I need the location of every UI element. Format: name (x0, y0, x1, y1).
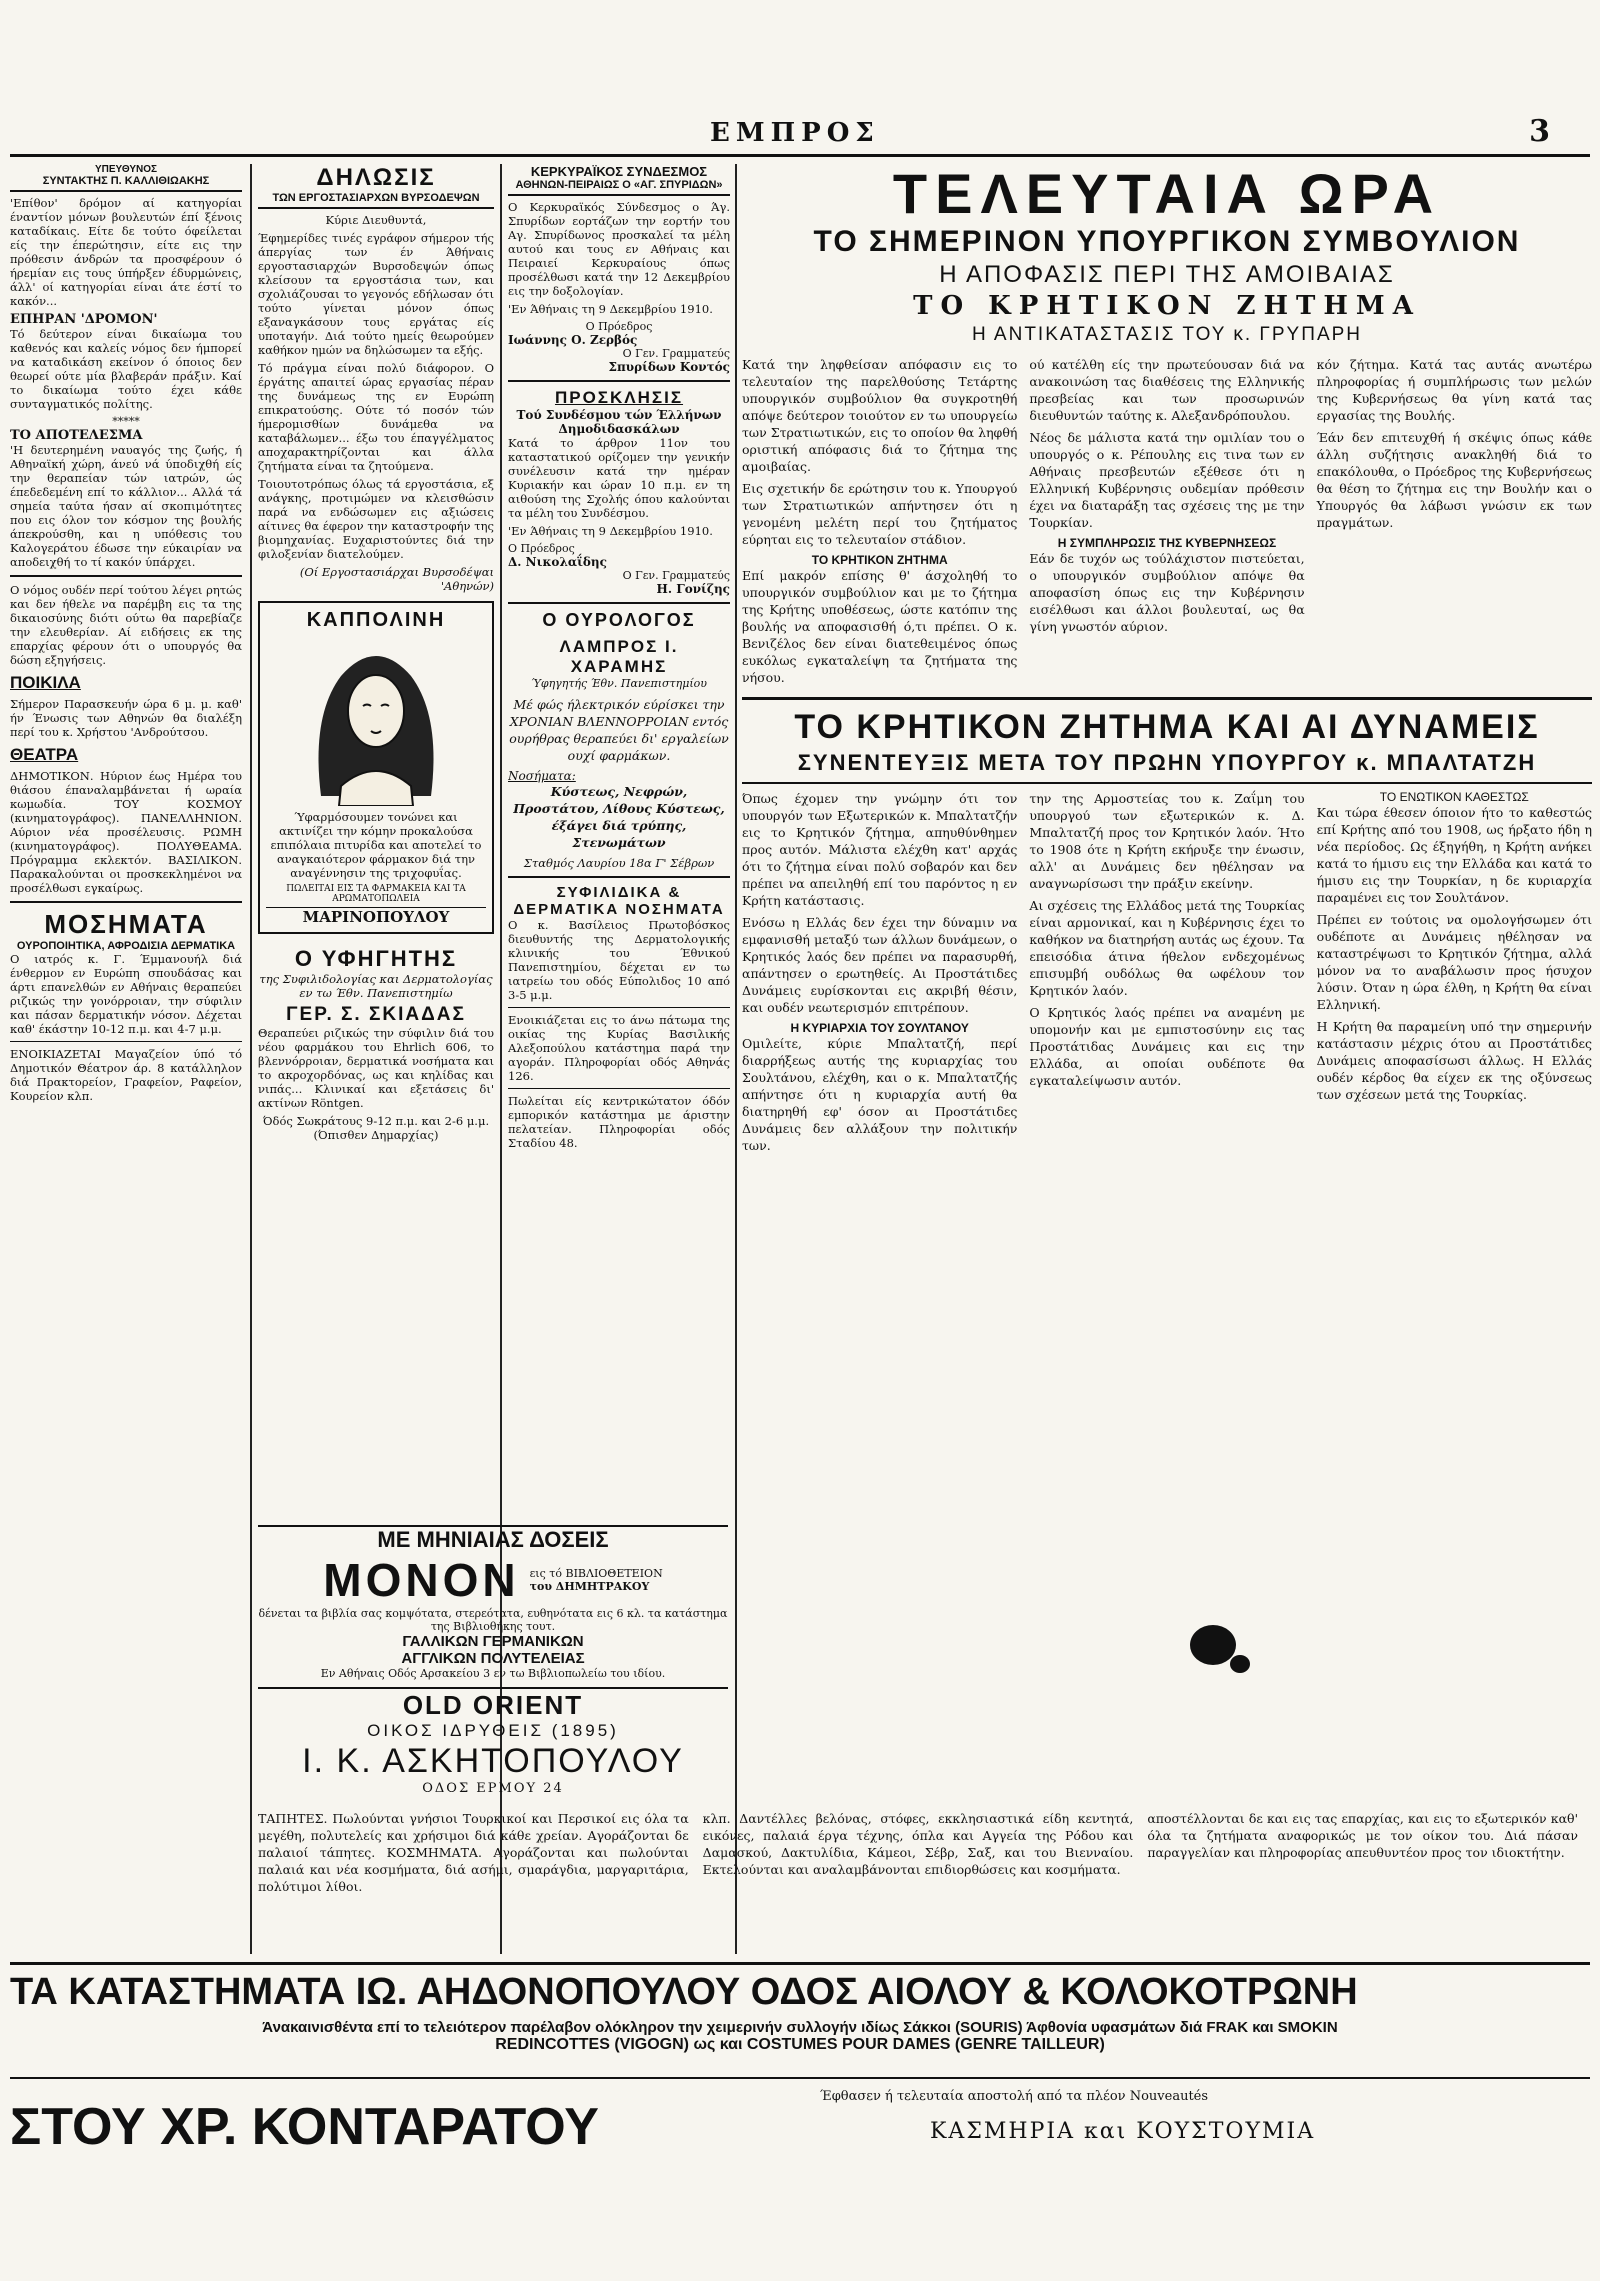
headline-main: ΤΕΛΕΥΤΑΙΑ ΩΡΑ (892, 164, 1442, 225)
subheading: ΤΟ ΑΠΟΤΕΛΕΣΜΑ (10, 428, 143, 443)
ad-text: Θεραπεύει ριζικώς την σύφιλιν διά του νέου φαρμάκου του Ehrlich 606, το βλεννόρροιαν, δερματικά νοσήματα και το ακροχορδόνας, ως και κηλίδας και νιπάς... Κλινικαί και εξετάσεις δι' ακτίνων Röntgen. (258, 1026, 494, 1110)
signatory: Ιωάννης Ο. Ζερβός (508, 333, 638, 347)
article-text: ού κατέλθη είς την πρωτεύουσαν διά να ανακοινώση τας διαθέσεις της Ελληνικής πρεσβείας και των προσωρινών διευθυντών ταύτης κ. Αλεξανδρόπουλου. (1029, 357, 1305, 423)
column-rule (735, 164, 737, 1954)
ad-big-line: ΣΤΟΥ ΧΡ. ΚΟΝΤΑΡΑΤΟΥ (10, 2098, 599, 2156)
notice-title: ΔΗΛΩΣΙΣ (316, 164, 436, 191)
column-1 (10, 164, 242, 1964)
doctor-name: ΓΕΡ. Σ. ΣΚΙΑΔΑΣ (286, 1004, 466, 1025)
article-text: Τό δεύτερον είναι δικαίωμα του καθενός και καλείς νόμος δεν ήμπορεί να καταδικάση εκείνον ό όποιος δεν θεωρεί ούτε μία βλαβεράν πράξιν. Καί το δικαίωμα τούτο έχει κάθε συνταγματικός πολίτης. (10, 327, 242, 411)
date: 'Εν Άθήναις τη 9 Δεκεμβρίου 1910. (508, 302, 713, 316)
headline-sub: Η ΑΝΤΙΚΑΤΑΣΤΑΣΙΣ ΤΟΥ κ. ΓΡΥΠΑΡΗ (971, 324, 1363, 345)
ad-line: REDINCOTTES (VIGOGN) ως και COSTUMES POUR DAMES (GENRE TAILLEUR) (495, 2036, 1105, 2053)
article-text: Έφημερίδες τινές εγράφον σήμερον τής άπεργίας των έν Άθήναις εργοστασιαρχών Βυρσοδεψών όπως κλείσουν τα εργοστάσια των, και σχολιάζουσαι το γεγονός εδήλωσαν ότι τούτο γίνεται μόνον όπως εξαναγκάσουν τους εργάτας είς υποταγήν. Διά τούτο ημείς θεωρούμεν καθήκον ημών να δηλώσωμεν τα εξής. (258, 231, 494, 357)
ad-subtitle: ΟΥΡΟΠΟΙΗΤΙΚΑ, ΑΦΡΟΔΙΣΙΑ ΔΕΡΜΑΤΙΚΑ (16, 940, 236, 952)
ad-side-line: εις τό ΒΙΒΛΙΟΘΕΤΕΙΟΝ (529, 1567, 663, 1580)
signatory: Η. Γονίζης (656, 582, 730, 596)
divider (10, 575, 242, 577)
article-text: 'Επίθον' δρόμον αί κατηγορίαι έναντίον μόνων βουλευτών έπί ξένοις καταδίκαις. Είτε δε τούτο όφείλεται είς την έπερώτησιν, είτε εις την πρόθεσιν άνδρών τα προσφέρουν ό ήρεμίαν εις τους ύπήρξεν έδυρμώνεις, άλλ' οί κατηγορίαι είναι άτε έστί το κακόν... (10, 196, 242, 308)
signatory: Δ. Νικολαΐδης (508, 555, 607, 569)
divider (508, 876, 730, 878)
ad-title: OLD ORIENT (402, 1690, 584, 1720)
article-text: Εάν δε τυχόν ως τούλάχιστον πιστεύεται, ο υπουργικόν συμβούλιον απόψε θα αποφασίση όπως εις την Κυβέρνησιν εισέλθωσι και άλλοι βουλευταί, ως θα γίνη γνωστόν αύριον. (1029, 551, 1305, 634)
ad-desc: δένεται τα βιβλία σας κομψότατα, στερεότατα, ευθηνότατα εις 6 κλ. τα κατάστημα της Βιβλιοθήκης τουτ. (258, 1607, 728, 1633)
news-column (742, 790, 1017, 1159)
poikila-text: Σήμερον Παρασκευήν ώρα 6 μ. μ. καθ' ήν Ένωσις των Αθηνών θα διαλέξη περί του κ. Χρήστου 'Ανδρούτσου. (10, 697, 242, 739)
andonopoulou-ad (10, 1962, 1590, 2079)
ad-title: ΣΥΦΙΛΙΔΙΚΑ & ΔΕΡΜΑΤΙΚΑ ΝΟΣΗΜΑΤΑ (513, 884, 725, 918)
divider (508, 1088, 730, 1089)
ad-row (258, 1553, 728, 1607)
ad-line: ΓΑΛΛΙΚΩΝ ΓΕΡΜΑΝΙΚΩΝ (402, 1633, 584, 1650)
ad-seller: ΜΑΡΙΝΟΠΟΥΛΟΥ (266, 907, 486, 926)
news-column (1317, 356, 1592, 691)
ad-list: Κύστεως, Νεφρών, Προστάτου, Λίθους Κύστεως, έξάγει διά τρύπης, Στενωμάτων (513, 784, 725, 850)
ad-text: Ενοικιάζεται εις το άνω πάτωμα της οικίας της Κυρίας Βασιλικής Αλεξοπούλου κατάστημα παρά την αγοράν. Πληροφορίαι οδός Αθηνάς 126. (508, 1013, 730, 1083)
ad-line: Ύφηγητής Έθν. Πανεπιστημίου (531, 677, 707, 690)
headline-sub: ΤΟ ΣΗΜΕΡΙΝΟΝ ΥΠΟΥΡΓΙΚΟΝ ΣΥΜΒΟΥΛΙΟΝ (813, 225, 1521, 258)
subheading: Η ΚΥΡΙΑΡΧΙΑ ΤΟΥ ΣΟΥΛΤΑΝΟΥ (790, 1021, 969, 1035)
ad-title: Ο ΥΦΗΓΗΤΗΣ (294, 946, 458, 971)
article-text: Και τώρα έθεσεν όποιον ήτο το καθεστώς επί Κρήτης από του 1908, ως ήρξατο ήδη η νέα περίοδος. Ως έξηγήθη, η Κρήτη ανήκει κατά το ήμισυ εις την Ελλάδα και κατά το ήμισυ εις την Τουρκίαν, η δε κυριαρχία παραμένει εις τον Σουλτάνον. (1316, 805, 1592, 905)
ad-big-word: ΜΟΝΟΝ (323, 1554, 520, 1606)
theatra-text: ΔΗΜΟΤΙΚΟΝ. Ηύριον έως Ημέρα του θιάσου έπαναλαμβάνεται ή ωραία κωμωδία. ΤΟΥ ΚΟΣΜΟΥ (κινηματογράφος). ΠΑΝΕΛΛΗΝΙΟΝ. Αύριον νέα προσέλευσις. ΡΩΜΗ (κινηματογράφος). ΠΟΛΥΘΕΑΜΑ. Πρόγραμμα εκλεκτόν. ΒΑΣΙΛΙΚΟΝ. Παρακαλούνται οι προσκεκλημένοι να προσέλθωσι εγκαίρως. (10, 769, 242, 895)
subheading: ΤΟ ΚΡΗΤΙΚΟΝ ΖΗΤΗΜΑ (811, 553, 948, 567)
ad-brand: ΚΑΠΠΟΛΙΝΗ (306, 609, 446, 631)
masthead (10, 114, 1590, 157)
greeting: Κύριε Διευθυντά, (325, 213, 427, 227)
ad-line: ΑΓΓΛΙΚΩΝ ΠΟΛΥΤΕΛΕΙΑΣ (401, 1650, 585, 1667)
column-3 (508, 164, 730, 1514)
article-text: Ο νόμος ουδέν περί τούτου λέγει ρητώς και δεν ήθελε να παρέμβη εις τα της δικαιοσύνης διότι ούτω θα παρεβίαζε την ελευθερίαν. Αί ειδήσεις εκ της επαρχίας φέρουν ότι ο υπουργός θα δώση εξηγήσεις. (10, 583, 242, 667)
column-rule (250, 164, 252, 1954)
ad-address: Όδός Σωκράτους 9-12 π.μ. και 2-6 μ.μ. (Όπισθεν Δημαρχίας) (262, 1114, 490, 1142)
separator: ***** (112, 415, 140, 428)
news-column (1029, 356, 1304, 691)
headline-crete: ΤΟ ΚΡΗΤΙΚΟΝ ΖΗΤΗΜΑ ΚΑΙ ΑΙ ΔΥΝΑΜΕΙΣ (794, 708, 1540, 746)
article-text: Αι σχέσεις της Ελλάδος μετά της Τουρκίας είναι αρμονικαί, και η Κυβέρνησις έχει το καθήκον να διατηρήση αυτάς ως έχουν. Τα επεισόδια άτινα ήθελον ενδεχομένως επισυμβή ουδόλως θα ωφέλουν τον Κρητικόν λαόν. (1029, 898, 1305, 998)
article-text: Ο Κρητικός λαός πρέπει να αναμένη με υπομονήν και με εμπιστοσύνην εις τας Προστάτιδας Δυνάμεις και εις την Ελλάδα, αι οποίαι ουδέποτε θα εγκαταλείψωσιν αυτόν. (1029, 1005, 1305, 1088)
headline-interview: ΣΥΝΕΝΤΕΥΞΙΣ ΜΕΤΑ ΤΟΥ ΠΡΩΗΝ ΥΠΟΥΡΓΟΥ κ. ΜΠΑΛΤΑΤΖΗ (742, 748, 1592, 784)
article-text: Εις σχετικήν δε ερώτησιν του κ. Υπουργού των Στρατιωτικών απήντησεν ότι η γενομένη μελέτη περί του ζητήματος εύρηται εις το τελευταίον στάδιον. (742, 481, 1018, 547)
article-text: Ενόσω η Ελλάς δεν έχει την δύναμιν να εμφανισθή μεταξύ των άλλων δυνάμεων, ο Κρητικός λαός δεν πρέπει να παρασυρθή, απάντησεν ο ερωτηθείς. Αι Προστάτιδες Δυνάμεις ευρίσκονται εις ακριβή θέσιν, και ουδέν νεωτερισμόν επιτρέπουν. (742, 915, 1018, 1015)
article-text: 'Η δευτερημένη ναυαγός της ζωής, ή Αθηναϊκή χώρη, άνεύ νά ύποδιχθή είς την θεραπείαν τών ιατρών, ώς έπεδεδεμένη επί το κάλλιον... Αλλά τά σημεία ταύτα ήσαν αί σκοπιμότητες που εις όλον τον κόσμον της βουλής άπεκρούσθη, και η υπόθεσις του Καλογεράτου έδωσε την εύκαιρίαν να αποδειχθή το τί κακόν ύπάρχει. (10, 443, 242, 569)
kontaratou-ad (10, 2085, 1590, 2175)
news-column (742, 356, 1017, 691)
article-text: Όπως έχομεν την γνώμην ότι τον υπουργόν των Εξωτερικών κ. Μπαλτατζήν εις το Κρητικόν ζήτημα, απηυθύνθημεν προς αυτόν. Μάλιστα ελέχθη κατ' αρχάς ότι το ζήτημα είναι πολύ σοβαρόν και δεν πρέπει να απειληθή επί του παρόντος η εν Κρήτη κατάστασις. (742, 791, 1018, 908)
editor-header-line2: ΣΥΝΤΑΚΤΗΣ Π. ΚΑΛΛΙΘΙΩΑΚΗΣ (10, 175, 242, 192)
role: Ο Γεν. Γραμματεύς (622, 347, 730, 360)
woman-portrait-illustration (301, 636, 451, 806)
page-number: 3 (1529, 114, 1550, 149)
signatory: Σπυρίδων Κοντός (608, 360, 730, 374)
ad-line: Έφθασεν ή τελευταία αποστολή από τα πλέον Nouveautés (820, 2089, 1209, 2104)
signature: (Οί Εργοστασιάρχαι Βυρσοδέψαι 'Αθηνών) (299, 565, 494, 593)
ad-subtitle: ΟΙΚΟΣ ΙΔΡΥΘΕΙΣ (1895) (367, 1721, 619, 1740)
notice-title: ΚΕΡΚΥΡΑΪΚΟΣ ΣΥΝΔΕΣΜΟΣ (530, 164, 708, 179)
ad-side (530, 1567, 663, 1593)
ad-line: ΚΑΣΜΗΡΙΑ και ΚΟΥΣΤΟΥΜΙΑ (930, 2119, 1316, 2144)
article-text: Τοιουτοτρόπως όλως τά εργοστάσια, εξ ανάγκης, προτιμώμεν να κλεισθώσιν παρά να ενδώσωμεν εις αξιώσεις αίτινες θα έφερον την καταστροφήν της βιομηχανίας. Ευχαριστούντες διά την φιλοξενίαν διατελούμεν. (258, 477, 494, 561)
ad-text: αποστέλλονται δε και εις τας επαρχίας, και εις το εξωτερικόν καθ' όλα τα ζητήματα αναφορικώς με τον οίκον του. Διά πάσαν παραγγελίαν και πληροφορίας απευθυντέον προς τον ιδιοκτήτην. (1147, 1811, 1578, 1860)
article-text: Ομιλείτε, κύριε Μπαλτατζή, περί διαρρήξεως αυτής της κυριαρχίας του Σουλτάνου, ελέχθη, και ο κ. Μπαλτατζής απήντησε ότι η κυριαρχία αυτή θα διατηρηθή εφ' όσον αι Προστάτιδες Δυνάμεις δεν αλλάξουν την πολιτικήν των. (742, 1036, 1018, 1153)
role: Ο Γεν. Γραμματεύς (622, 569, 730, 582)
article-text: την της Αρμοστείας του κ. Ζαΐμη του υπουργού των εξωτερικών κ. Δ. Μπαλτατζή προς τον Κρητικόν λαόν. Ήτο το 1908 ότε η Κρήτη εκήρυξε την ένωσιν, αλλ' αι Δυνάμεις δεν ηθέλησαν να αναγνωρίσωσι την πράξιν εκείνην. (1029, 791, 1305, 891)
divider (508, 1007, 730, 1008)
article-text: Ο Κερκυραϊκός Σύνδεσμος ο Άγ. Σπυρίδων εορτάζων την εορτήν του Αγ. Σπυρίδωνος προσκαλεί τα μέλη αυτού και τους εν Αθήναις και Πειραιεί Κερκυραίους όπως προσέλθωσι κατά την 12 Δεκεμβρίου εις την δοξολογίαν. (508, 200, 730, 298)
ad-extra: ΠΩΛΕΙΤΑΙ ΕΙΣ ΤΑ ΦΑΡΜΑΚΕΙΑ ΚΑΙ ΤΑ ΑΡΩΜΑΤΟΠΩΛΕΙΑ (286, 884, 466, 904)
ad-line: Άνακαινισθέντα επί το τελειότερον παρέλαβον ολόκληρον την χειμερινήν συλλογήν ιδίως Σάκκοι (SOURIS) Άφθονία υφασμάτων διά FRAK και SMOKIN (262, 2019, 1338, 2036)
ad-list-heading: Νοσήματα: (508, 769, 576, 783)
ink-blot (1190, 1625, 1236, 1665)
divider (742, 697, 1592, 700)
article-text: Νέος δε μάλιστα κατά την ομιλίαν του ο υπουργός ο κ. Ρέπουλης εις τινα των εν Αθήναις πρεσβευτών εξέθεσε ότι η Ελληνική Κυβέρνησις ουδεμίαν πρόθεσιν έχει να διαταράξη τας σχέσεις της με την Τουρκίαν. (1029, 430, 1305, 530)
ad-text: ΤΑΠΗΤΕΣ. Πωλούνται γνήσιοι Τουρκικοί και Περσικοί εις όλα τα μεγέθη, πολυτελείς και χρήσιμοι διά κάθε χρείαν. Αγοράζονται δε παλαιοί τάπητες. ΚΟΣΜΗΜΑΤΑ. Αγοράζονται και πωλούνται παλαιά και νέα κοσμήματα, διά ασήμι, σμαράγδια, μαργαριτάρια, πολύτιμοι λίθοι. (258, 1811, 689, 1894)
editor-header-line1: ΥΠΕΥΘΥΝΟΣ (94, 164, 158, 175)
article-text: Η Κρήτη θα παραμείνη υπό την σημερινήν κατάστασιν μέχρις ότου αι Προστάτιδες Δυνάμεις αποφασίσωσι άλλως. Η Ελλάς ουδέν κέρδος θα είχεν εκ της οξύνσεως των σχέσεων μετά της Τουρκίας. (1316, 1019, 1592, 1102)
article-text: κόν ζήτημα. Κατά τας αυτάς ανωτέρω πληροφορίας ή συμπλήρωσις των μελών της Κυβερνήσεως θα γίνη κατά τας εργασίας της Βουλής. (1316, 357, 1592, 423)
divider (10, 1041, 242, 1042)
role: Ο Πρόεδρος (508, 542, 575, 555)
ad-side-line: του ΔΗΜΗΤΡΑΚΟΥ (529, 1580, 650, 1593)
section-theatra-title: ΘΕΑΤΡΑ (10, 745, 79, 764)
news-columns (742, 356, 1592, 691)
ad-text: Ύφαρμόσουμεν τονώνει και ακτινίζει την κόμην προκαλούσα επιπόλαια πιτυρίδα και αποτελεί το αναγκαιότερον φάρμακον διά την αναγέννησιν της τριχοφυΐας. (270, 810, 482, 880)
news-section (742, 164, 1592, 1524)
ad-text: Ο κ. Βασίλειος Πρωτοβόσκος διευθυντής της Δερματολογικής κλινικής του Έθνικού Πανεπιστημίου, δέχεται εν τω ιατρείω του οδός Εύπολιδος 10 από 3-5 μ.μ. (508, 918, 730, 1002)
notice-subtitle: Τού Συνδέσμου τών Έλλήνων Δημοδιδασκάλων (516, 408, 722, 436)
notice-subtitle: ΤΩΝ ΕΡΓΟΣΤΑΣΙΑΡΧΩΝ ΒΥΡΣΟΔΕΨΩΝ (258, 192, 494, 209)
divider (508, 602, 730, 604)
ad-text: Μέ φώς ήλεκτρικόν εύρίσκει την ΧΡΟΝΙΑΝ ΒΛΕΝΝΟΡΡΟΙΑΝ εντός ουρήθρας θεραπεύει δι' εργαλείων ουχί φαρμάκων. (509, 697, 729, 763)
ad-address: ΟΔΟΣ ΕΡΜΟΥ 24 (422, 1781, 564, 1796)
ad-big-line: ΤΑ ΚΑΤΑΣΤΗΜΑΤΑ ΙΩ. ΑΗΔΟΝΟΠΟΥΛΟΥ ΟΔΟΣ ΑΙΟΛΟΥ & ΚΟΛΟΚΟΤΡΩΝΗ (10, 1971, 1358, 2013)
article-text: Τό πράγμα είναι πολύ διάφορον. Ο έργάτης απαιτεί ώρας εργασίας πέραν της δυνάμεως της εν Ευρώπη επικρατούσης. Ούτε τό ποσόν τών ήμερομισθίων δυνάμεθα να καταβάλωμεν... έξω του έπαγγέλματος αποχαρακτηρίζονται και άλλα ζητήματα είναι τα ζητούμενα. (258, 361, 494, 473)
newspaper-name: ΕΜΠΡΟΣ (710, 118, 880, 148)
headline-sub: ΤΟ ΚΡΗΤΙΚΟΝ ΖΗΤΗΜΑ (913, 291, 1421, 321)
article-text: Κατά το άρθρον 11ον του καταστατικού ορίζομεν την γενικήν συνέλευσιν κατά την ημέραν Κυριακήν και ώραν 10 π.μ. εν τη αιθούση της Σχολής όπου καλούνται τα μέλη του Συνδέσμου. (508, 436, 730, 520)
ad-text: Ο ιατρός κ. Γ. Έμμανουήλ διά ένθερμον εν Ευρώπη σπουδάσας και άρτι επανελθών εν Αθήναις θεραπεύει ριζικώς την γονόρροιαν, την σύφιλιν και πάσαν δερματικήν νόσον. Δέχεται καθ' έκάστην 10-12 π.μ. και 4-7 μ.μ. (10, 952, 242, 1036)
role: Ο Πρόεδρος (585, 320, 653, 333)
ad-title: ΜΟΣΗΜΑΤΑ (44, 909, 208, 939)
ad-top-line: ΜΕ ΜΗΝΙΑΙΑΣ ΔΟΣΕΙΣ (377, 1527, 609, 1552)
date: 'Εν Άθήναις τη 9 Δεκεμβρίου 1910. (508, 524, 713, 538)
column-2 (258, 164, 494, 1514)
ad-address: Σταθμός Λαυρίου 18α Γ' Σέβρων (523, 856, 715, 870)
interview-columns (742, 790, 1592, 1159)
ad-title: Ο ΟΥΡΟΛΟΓΟΣ (542, 610, 696, 630)
bookbinding-ad (258, 1525, 728, 1689)
ad-name: Ι. Κ. ΑΣΚΗΤΟΠΟΥΛΟΥ (302, 1742, 684, 1780)
article-text: Έάν δεν επιτευχθή ή σκέψις όπως κάθε άλλη συζήτησις ανακληθή διά το επακόλουθα, ο Πρόεδρος της Κυβερνήσεως θα θέση το ζήτημα εις την Βουλήν και ο Υπουργός θα λάβωσι γνώσιν εκ των πραγμάτων. (1316, 430, 1592, 530)
notice-subtitle: ΑΘΗΝΩΝ-ΠΕΙΡΑΙΩΣ Ο «ΑΓ. ΣΠΥΡΙΔΩΝ» (508, 179, 730, 196)
subheading: ΕΠΗΡΑΝ 'ΔΡΟΜΟΝ' (10, 312, 158, 327)
subheading: Η ΣΥΜΠΛΗΡΩΣΙΣ ΤΗΣ ΚΥΒΕΡΝΗΣΕΩΣ (1057, 536, 1277, 550)
article-text: Επί μακρόν επίσης θ' άσχοληθή το υπουργικόν συμβούλιον και με το ζήτημα της Κρήτης υποθέσεως, ώστε κατόπιν της βουλής να αποφασισθή ό,τι πρέπει. Ο κ. Βενιζέλος δεν είναι διατεθειμένος όπως ευκόλως εγκαταλείψη τα ζητήματα της νήσου. (742, 568, 1018, 685)
doctor-name: ΛΑΜΠΡΟΣ Ι. ΧΑΡΑΜΗΣ (559, 637, 679, 676)
headline-sub: Η ΑΠΟΦΑΣΙΣ ΠΕΡΙ ΤΗΣ ΑΜΟΙΒΑΙΑΣ (939, 261, 1395, 288)
notice-title: ΠΡΟΣΚΛΗΣΙΣ (554, 388, 684, 407)
ad-text: Πωλείται είς κεντρικώτατον όδόν εμπορικόν κατάστημα με άριστην πελατείαν. Πληροφορίαι οδός Σταδίου 48. (508, 1094, 730, 1150)
news-column (1029, 790, 1304, 1159)
old-orient-columns (258, 1810, 1578, 1952)
kappolini-ad (258, 601, 494, 934)
news-column (1317, 790, 1592, 1159)
article-text: Πρέπει εν τούτοις να ομολογήσωμεν ότι ουδέποτε αι Δυνάμεις ηθέλησαν να καταστρέψωσι το Κρητικόν ζήτημα, αλλά μόνον να το αναβάλωσιν προς ήσυχον λύσιν. Όταν η ώρα έλθη, η Κρήτη θα είναι Ελληνική. (1316, 912, 1592, 1012)
ad-address: Εν Αθήναις Οδός Αρσακείου 3 εν τω Βιβλιοπωλείω του ιδίου. (320, 1667, 666, 1680)
subheading: ΤΟ ΕΝΩΤΙΚΟΝ ΚΑΘΕΣΤΩΣ (1379, 790, 1529, 804)
ink-blot-small (1230, 1655, 1250, 1673)
ad-text: κλπ. Δαντέλλες βελόνας, στόφες, εκκλησιαστικά είδη κεντητά, εικόνες, παλαιά έργα τέχνης, όπλα και Αγγεία της Ρόδου και Δαμασκού, Δακτυλίδια, Κάμεοι, Σέβρ, Σαξ, και του Βιενναίου. Εκτελούνται και αναλαμβάνονται επιδιορθώσεις και κοσμήματα. (702, 1811, 1134, 1877)
ad-line: της Συφιλιδολογίας και Δερματολογίας εν τω Έθν. Πανεπιστημίω (259, 972, 493, 1000)
ad-text: ΕΝΟΙΚΙΑΖΕΤΑΙ Μαγαζείον ύπό τό Δημοτικόν Θέατρον άρ. 8 κατάλληλον διά Πρακτορείον, Γραφείον, Ραφείον, Κουρείον κλπ. (10, 1047, 242, 1103)
divider (10, 901, 242, 903)
section-poikila-title: ΠΟΙΚΙΛΑ (10, 673, 81, 692)
article-text: Κατά την ληφθείσαν απόφασιν εις το τελευταίον της παρελθούσης Τετάρτης υπουργικόν συμβούλιον θα συγκροτηθή απόψε δεύτερον τοιούτον εν τω υπουργείω των Στρατιωτικών, εις το οποίον θα ληφθή οριστική απόφασις διά το ζήτημα της αμοιβαίας. (742, 357, 1018, 474)
divider (508, 380, 730, 382)
